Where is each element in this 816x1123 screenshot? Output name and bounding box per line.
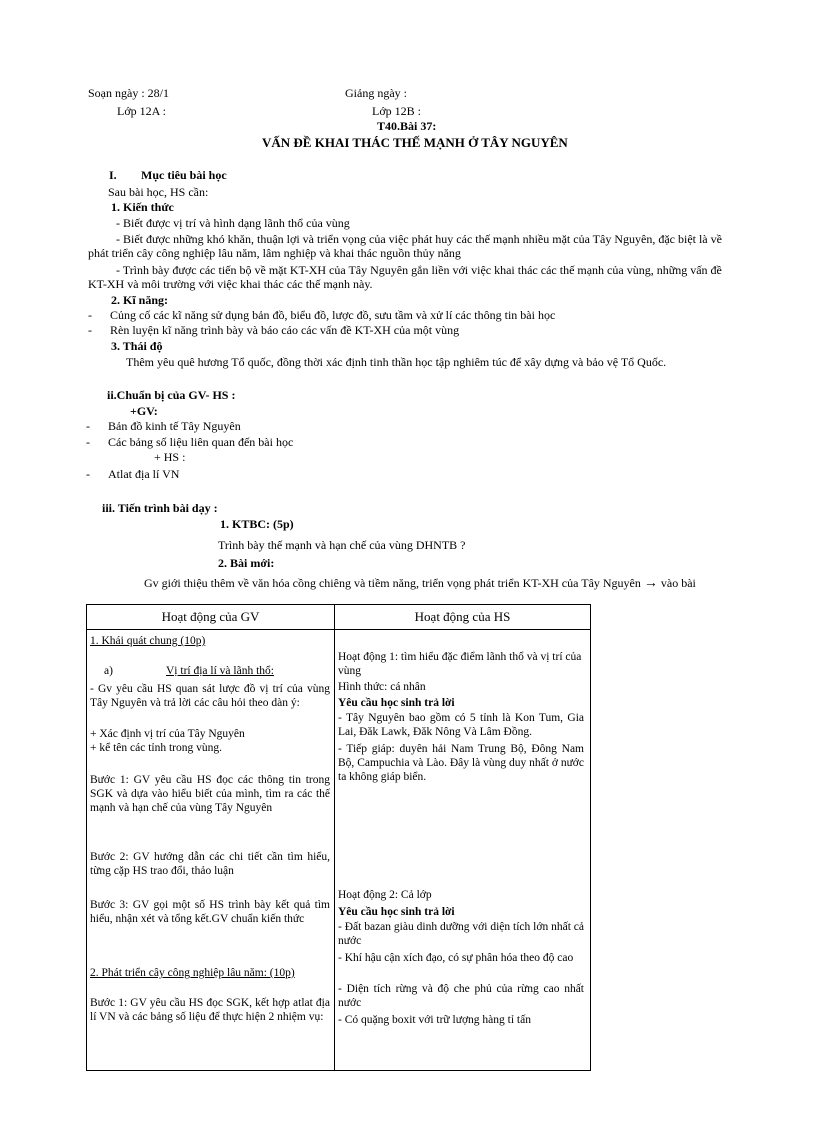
col-header-hs: Hoạt động của HS [335, 605, 591, 630]
gv-step2: Bước 2: GV hướng dẫn các chi tiết cần tìm hiểu, từng cặp HS trao đổi, thảo luận [90, 851, 330, 877]
hs-act1-a1: - Tây Nguyên bao gồm có 5 tỉnh là Kon Tum, Gia Lai, Đăk Lawk, Đăk Nông Và Lâm Đồng. [338, 712, 584, 738]
knowledge-item-3: - Trình bày được các tiến bộ về mặt KT-XH của Tây Nguyên gắn liền với việc khai thác các thế mạnh của vùng, những vấn đề KT-XH và môi trường với việc khai thác các thế mạnh này. [88, 263, 722, 291]
knowledge-heading: 1. Kiến thức [111, 200, 174, 214]
gv-a-label: a) [104, 665, 113, 677]
arrow-icon: → [643, 576, 658, 591]
hs-label: + HS : [154, 450, 186, 464]
gv-part1: 1. Khái quát chung (10p) [90, 635, 206, 647]
lop-12b: Lớp 12B : [372, 104, 422, 118]
hs-act1-form: Hình thức: cá nhân [338, 681, 426, 693]
section2-heading: ii.Chuẩn bị của GV- HS : [107, 388, 236, 402]
hs-item-1: - Atlat địa lí VN [108, 467, 179, 482]
hs-act2-a1: - Đất bazan giàu dinh dưỡng với diện tích lớn nhất cả nước [338, 921, 584, 947]
section1-number: I. [109, 168, 117, 182]
intro-line [144, 576, 696, 592]
skills-item-1: - Củng cố các kĩ năng sử dụng bản đồ, biểu đồ, lược đồ, sưu tầm và xử lí các thông tin bài học [110, 308, 555, 323]
gv-step1: Bước 1: GV yêu cầu HS đọc các thông tin trong SGK và dựa vào hiểu biết của mình, tìm ra các thế mạnh và hạn chế của vùng Tây Nguyên [90, 774, 330, 814]
gv-cell [87, 630, 335, 1071]
ktbc-question: Trình bày thế mạnh và hạn chế của vùng DHNTB ? [218, 538, 466, 552]
soan-ngay: Soạn ngày : 28/1 [88, 86, 169, 100]
activity-table [86, 604, 591, 1071]
col-header-gv: Hoạt động của GV [87, 605, 335, 630]
gv-step3: Bước 3: GV gọi một số HS trình bày kết quả tìm hiểu, nhận xét và tổng kết.GV chuẩn kiến thức [90, 899, 330, 925]
attitude-text: Thêm yêu quê hương Tổ quốc, đồng thời xác định tinh thần học tập nghiêm túc để xây dựng và bảo vệ Tổ Quốc. [126, 355, 667, 369]
gv-a-title: Vị trí địa lí và lãnh thổ: [166, 665, 274, 677]
skills-heading: 2. Kĩ năng: [111, 293, 169, 307]
hs-act2-a4: - Có quặng boxit với trữ lượng hàng tỉ tấn [338, 1014, 531, 1026]
hs-act2-a2: - Khí hậu cận xích đạo, có sự phân hóa theo độ cao [338, 952, 574, 964]
hs-act2: Hoạt động 2: Cả lớp [338, 889, 432, 901]
hs-act1-req: Yêu cầu học sinh trả lời [338, 697, 455, 709]
gv-part2-step1: Bước 1: GV yêu cầu HS đọc SGK, kết hợp atlat địa lí VN và các bảng số liệu để thực hiện 2 nhiệm vụ: [90, 997, 330, 1023]
knowledge-item-1: - Biết được vị trí và hình dạng lãnh thổ của vùng [116, 216, 350, 230]
gv-a-item2: + kể tên các tỉnh trong vùng. [90, 742, 222, 754]
intro-tail: vào bài [660, 576, 696, 590]
intro-text: Gv giới thiệu thêm về văn hóa cồng chiêng và tiềm năng, triển vọng phát triển KT-XH của Tây Nguyên [144, 576, 641, 590]
gv-part2: 2. Phát triển cây công nghiệp lâu năm: (10p) [90, 967, 295, 979]
gv-a-text: - Gv yêu cầu HS quan sát lược đồ vị trí của vùng Tây Nguyên và trả lời các câu hỏi theo dàn ý: [90, 683, 330, 709]
gv-a-item1: + Xác định vị trí của Tây Nguyên [90, 728, 245, 740]
page-title: VẤN ĐỀ KHAI THÁC THẾ MẠNH Ở TÂY NGUYÊN [262, 135, 568, 150]
hs-act1-a2: - Tiếp giáp: duyên hải Nam Trung Bộ, Đông Nam Bộ, Campuchia và Lào. Đây là vùng duy nhất ở nước ta không giáp biển. [338, 743, 584, 783]
hs-act1: Hoạt động 1: tìm hiểu đặc điểm lãnh thổ và vị trí của vùng [338, 651, 582, 677]
skills-item-2: - Rèn luyện kĩ năng trình bày và báo cáo các vấn đề KT-XH của một vùng [110, 323, 459, 338]
gv-item-2: - Các bảng số liệu liên quan đến bài học [108, 435, 293, 450]
gv-label: +GV: [130, 404, 158, 418]
ktbc-heading: 1. KTBC: (5p) [220, 517, 294, 531]
section3-heading: iii. Tiến trình bài dạy : [102, 501, 218, 515]
gv-item-1: - Bản đồ kinh tế Tây Nguyên [108, 419, 241, 434]
hs-act2-a3: - Diện tích rừng và độ che phủ của rừng cao nhất nước [338, 983, 584, 1009]
giang-ngay: Giảng ngày : [345, 86, 407, 100]
lop-12a: Lớp 12A : [117, 104, 167, 118]
section1-heading: Mục tiêu bài học [141, 168, 227, 182]
knowledge-item-2: - Biết được những khó khăn, thuận lợi và triển vọng của việc phát huy các thế mạnh nhiều mặt của Tây Nguyên, đặc biệt là về phát triển cây công nghiệp lâu năm, lâm nghiệp và khai thác nguồn thủy năng [88, 232, 722, 260]
hs-act2-req: Yêu cầu học sinh trả lời [338, 906, 455, 918]
attitude-heading: 3. Thái độ [111, 339, 163, 353]
hs-cell [335, 630, 591, 1071]
new-lesson-heading: 2. Bài mới: [218, 556, 275, 570]
section1-intro: Sau bài học, HS cần: [108, 185, 209, 199]
lesson-code: T40.Bài 37: [377, 119, 437, 133]
